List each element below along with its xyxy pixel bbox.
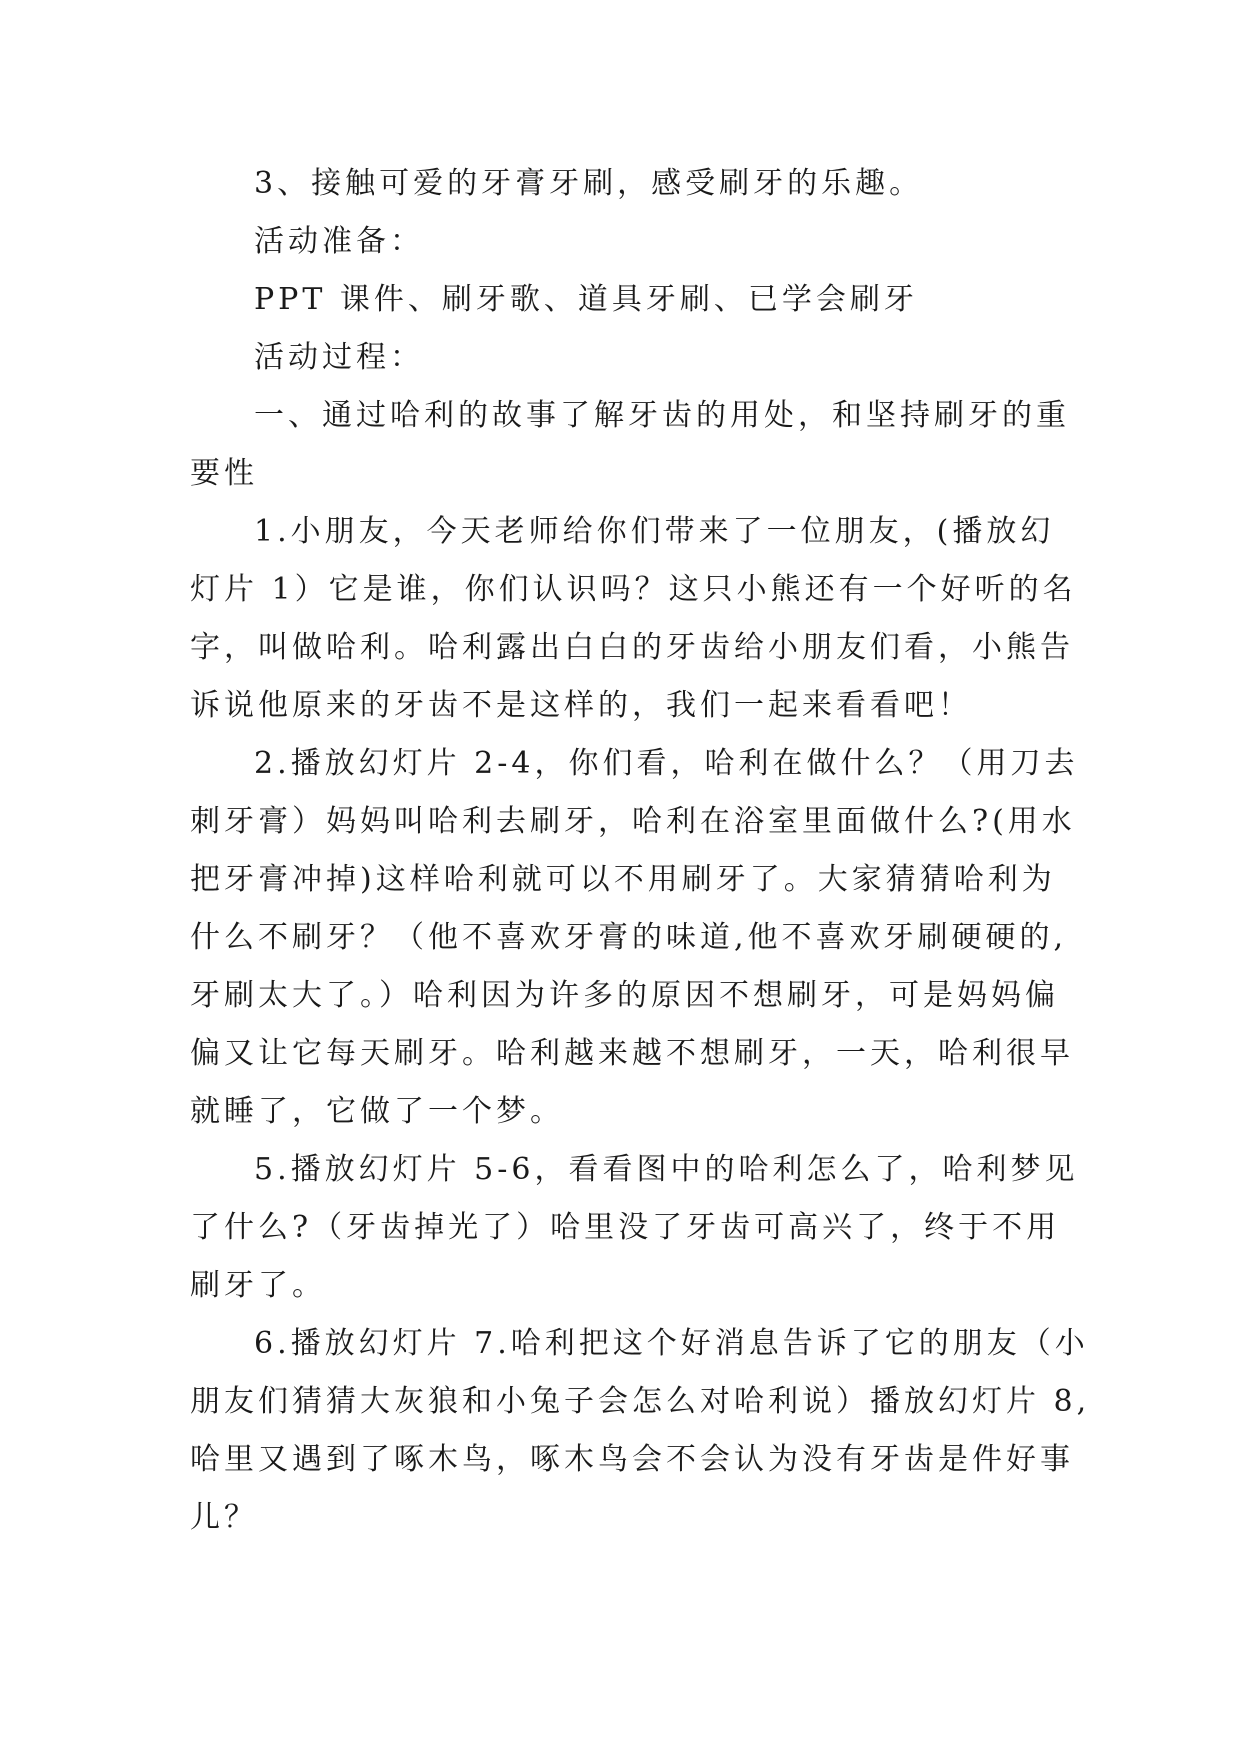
text-line: 朋友们猜猜大灰狼和小兔子会怎么对哈利说）播放幻灯片 8, bbox=[190, 1384, 1091, 1419]
text-line: 1.小朋友，今天老师给你们带来了一位朋友，(播放幻 bbox=[254, 514, 1055, 549]
text-line: PPT 课件、刷牙歌、道具牙刷、已学会刷牙 bbox=[254, 282, 918, 317]
document-page bbox=[190, 155, 1091, 1547]
text-line: 了什么?（牙齿掉光了）哈里没了牙齿可高兴了，终于不用 bbox=[190, 1210, 1061, 1245]
text-line: 要性 bbox=[190, 456, 258, 491]
text-line: 刷牙了。 bbox=[190, 1268, 326, 1303]
text-line: 偏又让它每天刷牙。哈利越来越不想刷牙，一天，哈利很早 bbox=[190, 1036, 1074, 1071]
text-line: 字，叫做哈利。哈利露出白白的牙齿给小朋友们看，小熊告 bbox=[190, 630, 1074, 665]
text-line: 儿？ bbox=[190, 1500, 258, 1535]
text-line: 6.播放幻灯片 7.哈利把这个好消息告诉了它的朋友（小 bbox=[254, 1326, 1089, 1361]
text-line: 把牙膏冲掉)这样哈利就可以不用刷牙了。大家猜猜哈利为 bbox=[190, 862, 1056, 897]
text-line: 就睡了，它做了一个梦。 bbox=[190, 1094, 564, 1129]
text-line: 5.播放幻灯片 5-6，看看图中的哈利怎么了，哈利梦见 bbox=[254, 1152, 1079, 1187]
text-line: 2.播放幻灯片 2-4，你们看，哈利在做什么？（用刀去 bbox=[254, 746, 1079, 781]
text-line: 灯片 1）它是谁，你们认识吗？这只小熊还有一个好听的名 bbox=[190, 572, 1077, 607]
text-line: 诉说他原来的牙齿不是这样的，我们一起来看看吧！ bbox=[190, 688, 972, 723]
text-line: 哈里又遇到了啄木鸟，啄木鸟会不会认为没有牙齿是件好事 bbox=[190, 1442, 1074, 1477]
section-heading: 活动过程： bbox=[254, 340, 424, 375]
text-line: 刺牙膏）妈妈叫哈利去刷牙，哈利在浴室里面做什么?(用水 bbox=[190, 804, 1076, 839]
text-line: 3、接触可爱的牙膏牙刷，感受刷牙的乐趣。 bbox=[254, 166, 924, 201]
section-heading: 活动准备： bbox=[254, 224, 424, 259]
text-line: 一、通过哈利的故事了解牙齿的用处，和坚持刷牙的重 bbox=[254, 398, 1070, 433]
text-line: 牙刷太大了。）哈利因为许多的原因不想刷牙，可是妈妈偏 bbox=[190, 978, 1059, 1013]
text-line: 什么不刷牙？（他不喜欢牙膏的味道,他不喜欢牙刷硬硬的, bbox=[190, 920, 1068, 955]
